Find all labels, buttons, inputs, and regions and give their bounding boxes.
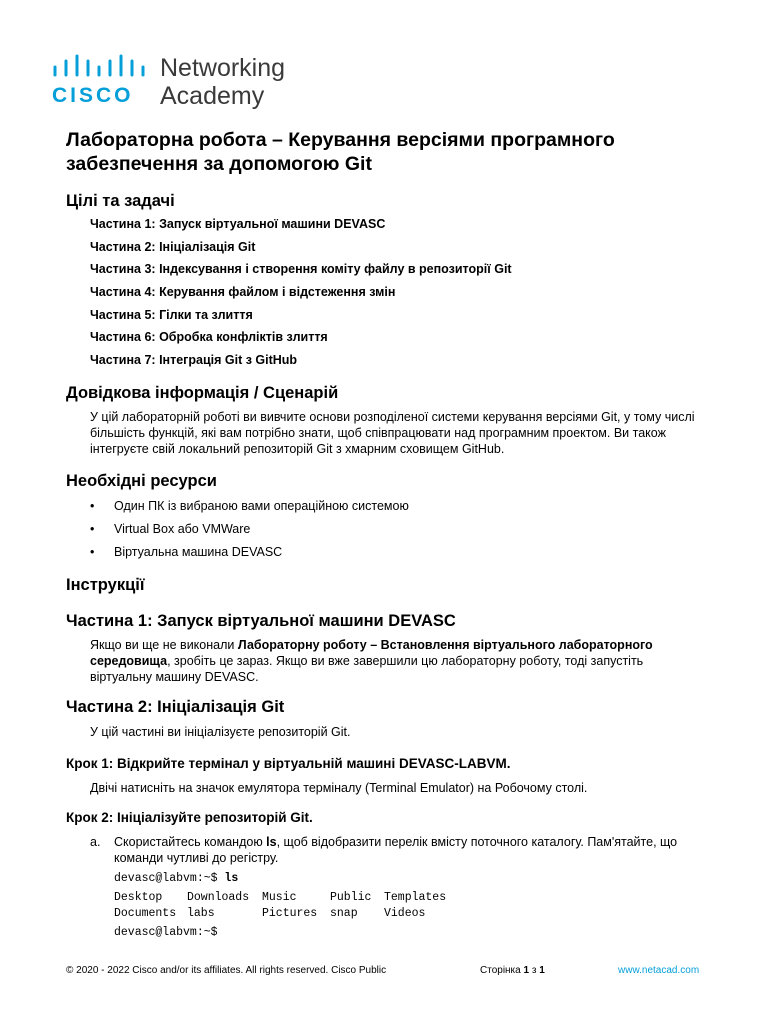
instructions-heading: Інструкції (66, 576, 145, 594)
objective-item (90, 329, 512, 352)
cisco-networking-academy-logo (52, 54, 312, 112)
substep-letter: a. (90, 835, 101, 849)
resources-list (90, 498, 409, 567)
objective-part-label: Частина 5: (90, 307, 156, 322)
footer-copyright: © 2020 - 2022 Cisco and/or its affiliates. All rights reserved. Cisco Public (66, 965, 387, 976)
objective-item (90, 307, 512, 330)
logo-line-academy: Academy (160, 82, 265, 110)
substep-text-post: , щоб відобразити перелік вмісту поточного каталогу. Пам'ятайте, що команди чутливі до регістру. (114, 835, 678, 865)
objective-item (90, 216, 512, 239)
objective-item (90, 352, 512, 375)
part1-lab-reference: Лабораторну роботу – Встановлення віртуального лабораторного середовища (90, 638, 653, 668)
resource-item: • Virtual Box або VMWare (90, 521, 409, 544)
cisco-bars-icon (52, 54, 152, 80)
part2-text: У цій частині ви ініціалізуєте репозиторій Git. (90, 725, 351, 739)
listing-cell: Pictures (262, 907, 318, 920)
objective-part-label: Частина 7: (90, 353, 156, 368)
footer-url-link[interactable]: www.netacad.com (618, 965, 700, 976)
terminal-prompt-end: devasc@labvm:~$ (114, 926, 218, 939)
footer-page-number (480, 965, 545, 977)
objective-part-label: Частина 1: (90, 217, 156, 231)
objective-text: Ініціалізація Git (159, 239, 256, 254)
objective-item (90, 239, 512, 262)
background-text: У цій лабораторній роботі ви вивчите основи розподіленої системи керування версіями Git, у тому числі більшість функцій, які вам потрібно знати, щоб співпрацювати над програмним проектом. Ви також інтегруєте свій локальний репозиторій Git з хмарним сховищем GitHub. (90, 410, 695, 456)
objective-text: Гілки та злиття (159, 307, 253, 322)
resource-item: • Віртуальна машина DEVASC (90, 544, 409, 567)
objective-text: Запуск віртуальної машини DEVASC (159, 217, 386, 231)
objective-part-label: Частина 3: (90, 262, 156, 277)
listing-cell: labs (187, 907, 215, 920)
objective-text: Інтеграція Git з GitHub (159, 353, 298, 368)
cisco-wordmark: CISCO (52, 84, 134, 107)
part1-text-pre: Якщо ви ще не виконали (90, 638, 238, 652)
substep-text (114, 834, 710, 866)
part2-heading: Частина 2: Ініціалізація Git (66, 698, 285, 716)
listing-cell: Downloads (187, 891, 250, 904)
objectives-list (90, 216, 512, 375)
listing-cell: Desktop (114, 891, 163, 904)
objective-part-label: Частина 4: (90, 285, 156, 300)
page-label: Сторінка (480, 965, 521, 976)
terminal-command-line (114, 872, 238, 886)
objective-item (90, 284, 512, 307)
resources-heading: Необхідні ресурси (66, 472, 217, 490)
substep-command: ls (266, 835, 277, 849)
page-separator: з (531, 965, 537, 976)
terminal-command: ls (224, 872, 239, 885)
objective-part-label: Частина 6: (90, 330, 156, 345)
objective-text: Керування файлом і відстеження змін (159, 285, 396, 300)
listing-cell: Videos (384, 907, 426, 920)
objective-item (90, 261, 512, 284)
objective-text: Обробка конфліктів злиття (159, 330, 328, 345)
page-current: 1 (523, 965, 530, 976)
logo-line-networking: Networking (160, 54, 286, 82)
listing-cell: Music (262, 891, 297, 904)
listing-cell: Templates (384, 891, 447, 904)
terminal-listing-row (114, 907, 425, 921)
step2-heading: Крок 2: Ініціалізуйте репозиторій Git. (66, 810, 313, 825)
networking-academy-wordmark (160, 54, 285, 110)
listing-cell: Public (330, 891, 372, 904)
listing-cell: Documents (114, 907, 177, 920)
listing-cell: snap (330, 907, 358, 920)
objective-part-label: Частина 2: (90, 239, 156, 254)
objective-text: Індексування і створення коміту файлу в репозиторії Git (159, 262, 512, 277)
substep-text-pre: Скористайтесь командою (114, 835, 267, 849)
document-title: Лабораторна робота – Керування версіями програмного забезпечення за допомогою Git (66, 129, 615, 175)
part1-text-post: , зробіть це зараз. Якщо ви вже завершили цю лабораторну роботу, тоді запустіть віртуальну машину DEVASC. (90, 654, 644, 684)
background-heading: Довідкова інформація / Сценарій (66, 384, 339, 402)
step1-heading: Крок 1: Відкрийте термінал у віртуальній машині DEVASC-LABVM. (66, 756, 511, 771)
part1-heading: Частина 1: Запуск віртуальної машини DEVASC (66, 612, 456, 630)
resource-item: • Один ПК із вибраною вами операційною системою (90, 498, 409, 521)
part1-text (90, 637, 680, 685)
objectives-heading: Цілі та задачі (66, 192, 175, 210)
terminal-listing-row (114, 891, 446, 905)
terminal-prompt: devasc@labvm:~$ (114, 872, 225, 885)
page-total: 1 (539, 965, 545, 976)
step1-text: Двічі натисніть на значок емулятора терміналу (Terminal Emulator) на Робочому столі. (90, 781, 588, 795)
